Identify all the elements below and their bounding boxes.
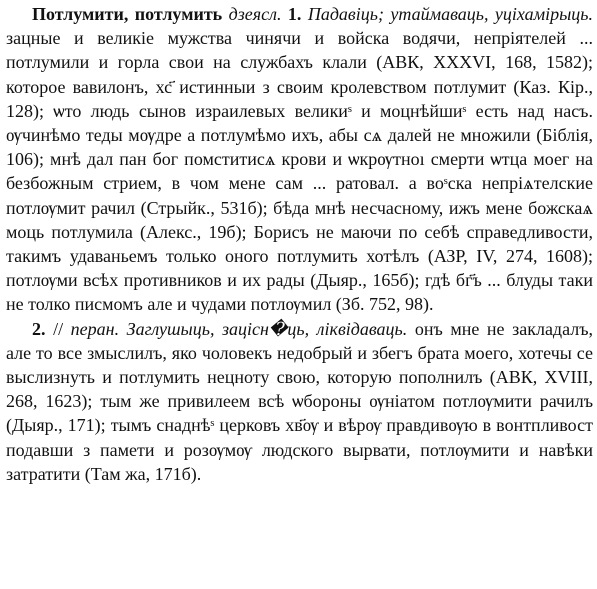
part-of-speech: дзеясл. <box>228 4 282 24</box>
sense-1-citations: зацные и великіе мужства чинячи и войска водячи, непріятелей ... потлумили и горла свои на службахъ клали (АВК, XXXVI, 168, 1582); которое вавилонъ, хс҃ истинныи з своим кролевством потлумит (Каз. Кір., 128); ѡто людь сынов израилевых великиˢ и моцнѣйшиˢ есть над насъ. ѹчинѣмо теды мѹдре а потлумѣмо ихъ, абы сѧ далей не множили (Біблія, 106); мнѣ дал пан бог помститисѧ крови и ѡкрѹтноı смерти ѡтца моег на безбожным стрием, в чом мене сам ... ратовал. а воˢска непріѧтелские потлѹмит рачил (Стрыйк., 531б); бѣда мнѣ несчасному, ижъ мене божскаѧ моць потлумила (Алекс., 19б); Борисъ не маючи по себѣ справедливости, такимъ удаваньемъ только оного потлумить хотѣлъ (АЗР, IV, 274, 1608); потлѹми всѣх противников и их рады (Дыяр., 165б); гдѣ бг҃ъ ... блуды таки не толко писмомъ але и чудами потлѹмил (Зб. 752, 98). <box>6 28 593 315</box>
sense-1-gloss: Падавіць; утаймаваць, уціхамірыць. <box>307 4 593 24</box>
sense-2-marker: // <box>53 318 64 339</box>
sense-2-label: перан. <box>70 318 120 339</box>
sense-2-gloss: Заглушыць, зацісн�ць, ліквідаваць. <box>126 318 408 339</box>
headword: Потлумити, потлумить <box>32 4 223 24</box>
sense-2-paragraph <box>6 317 593 486</box>
sense-1-paragraph <box>6 2 593 317</box>
sense-1-number: 1. <box>287 4 302 24</box>
sense-2-number: 2. <box>32 318 46 339</box>
sense-2-citations: онъ мне не закладалъ, але то все змыслилъ, яко чоловекъ недобрый и збегъ брата моего, хотечы се выслизнуть и потлумить нецноту свою, которую пополнилъ (АВК, XVIII, 268, 1623); тым же привилеем всѣ ѡбороны ѹніатом потлѹмити рачилъ (Дыяр., 171); тымъ снаднѣˢ церковъ хв҃ѹ и вѣрѹ правдивѹю в вонтпливост подавши з памети и розѹмѹ людского вырвати, потлѹмити и навѣки затратити (Там жа, 171б). <box>6 318 594 484</box>
dictionary-entry <box>6 2 593 486</box>
